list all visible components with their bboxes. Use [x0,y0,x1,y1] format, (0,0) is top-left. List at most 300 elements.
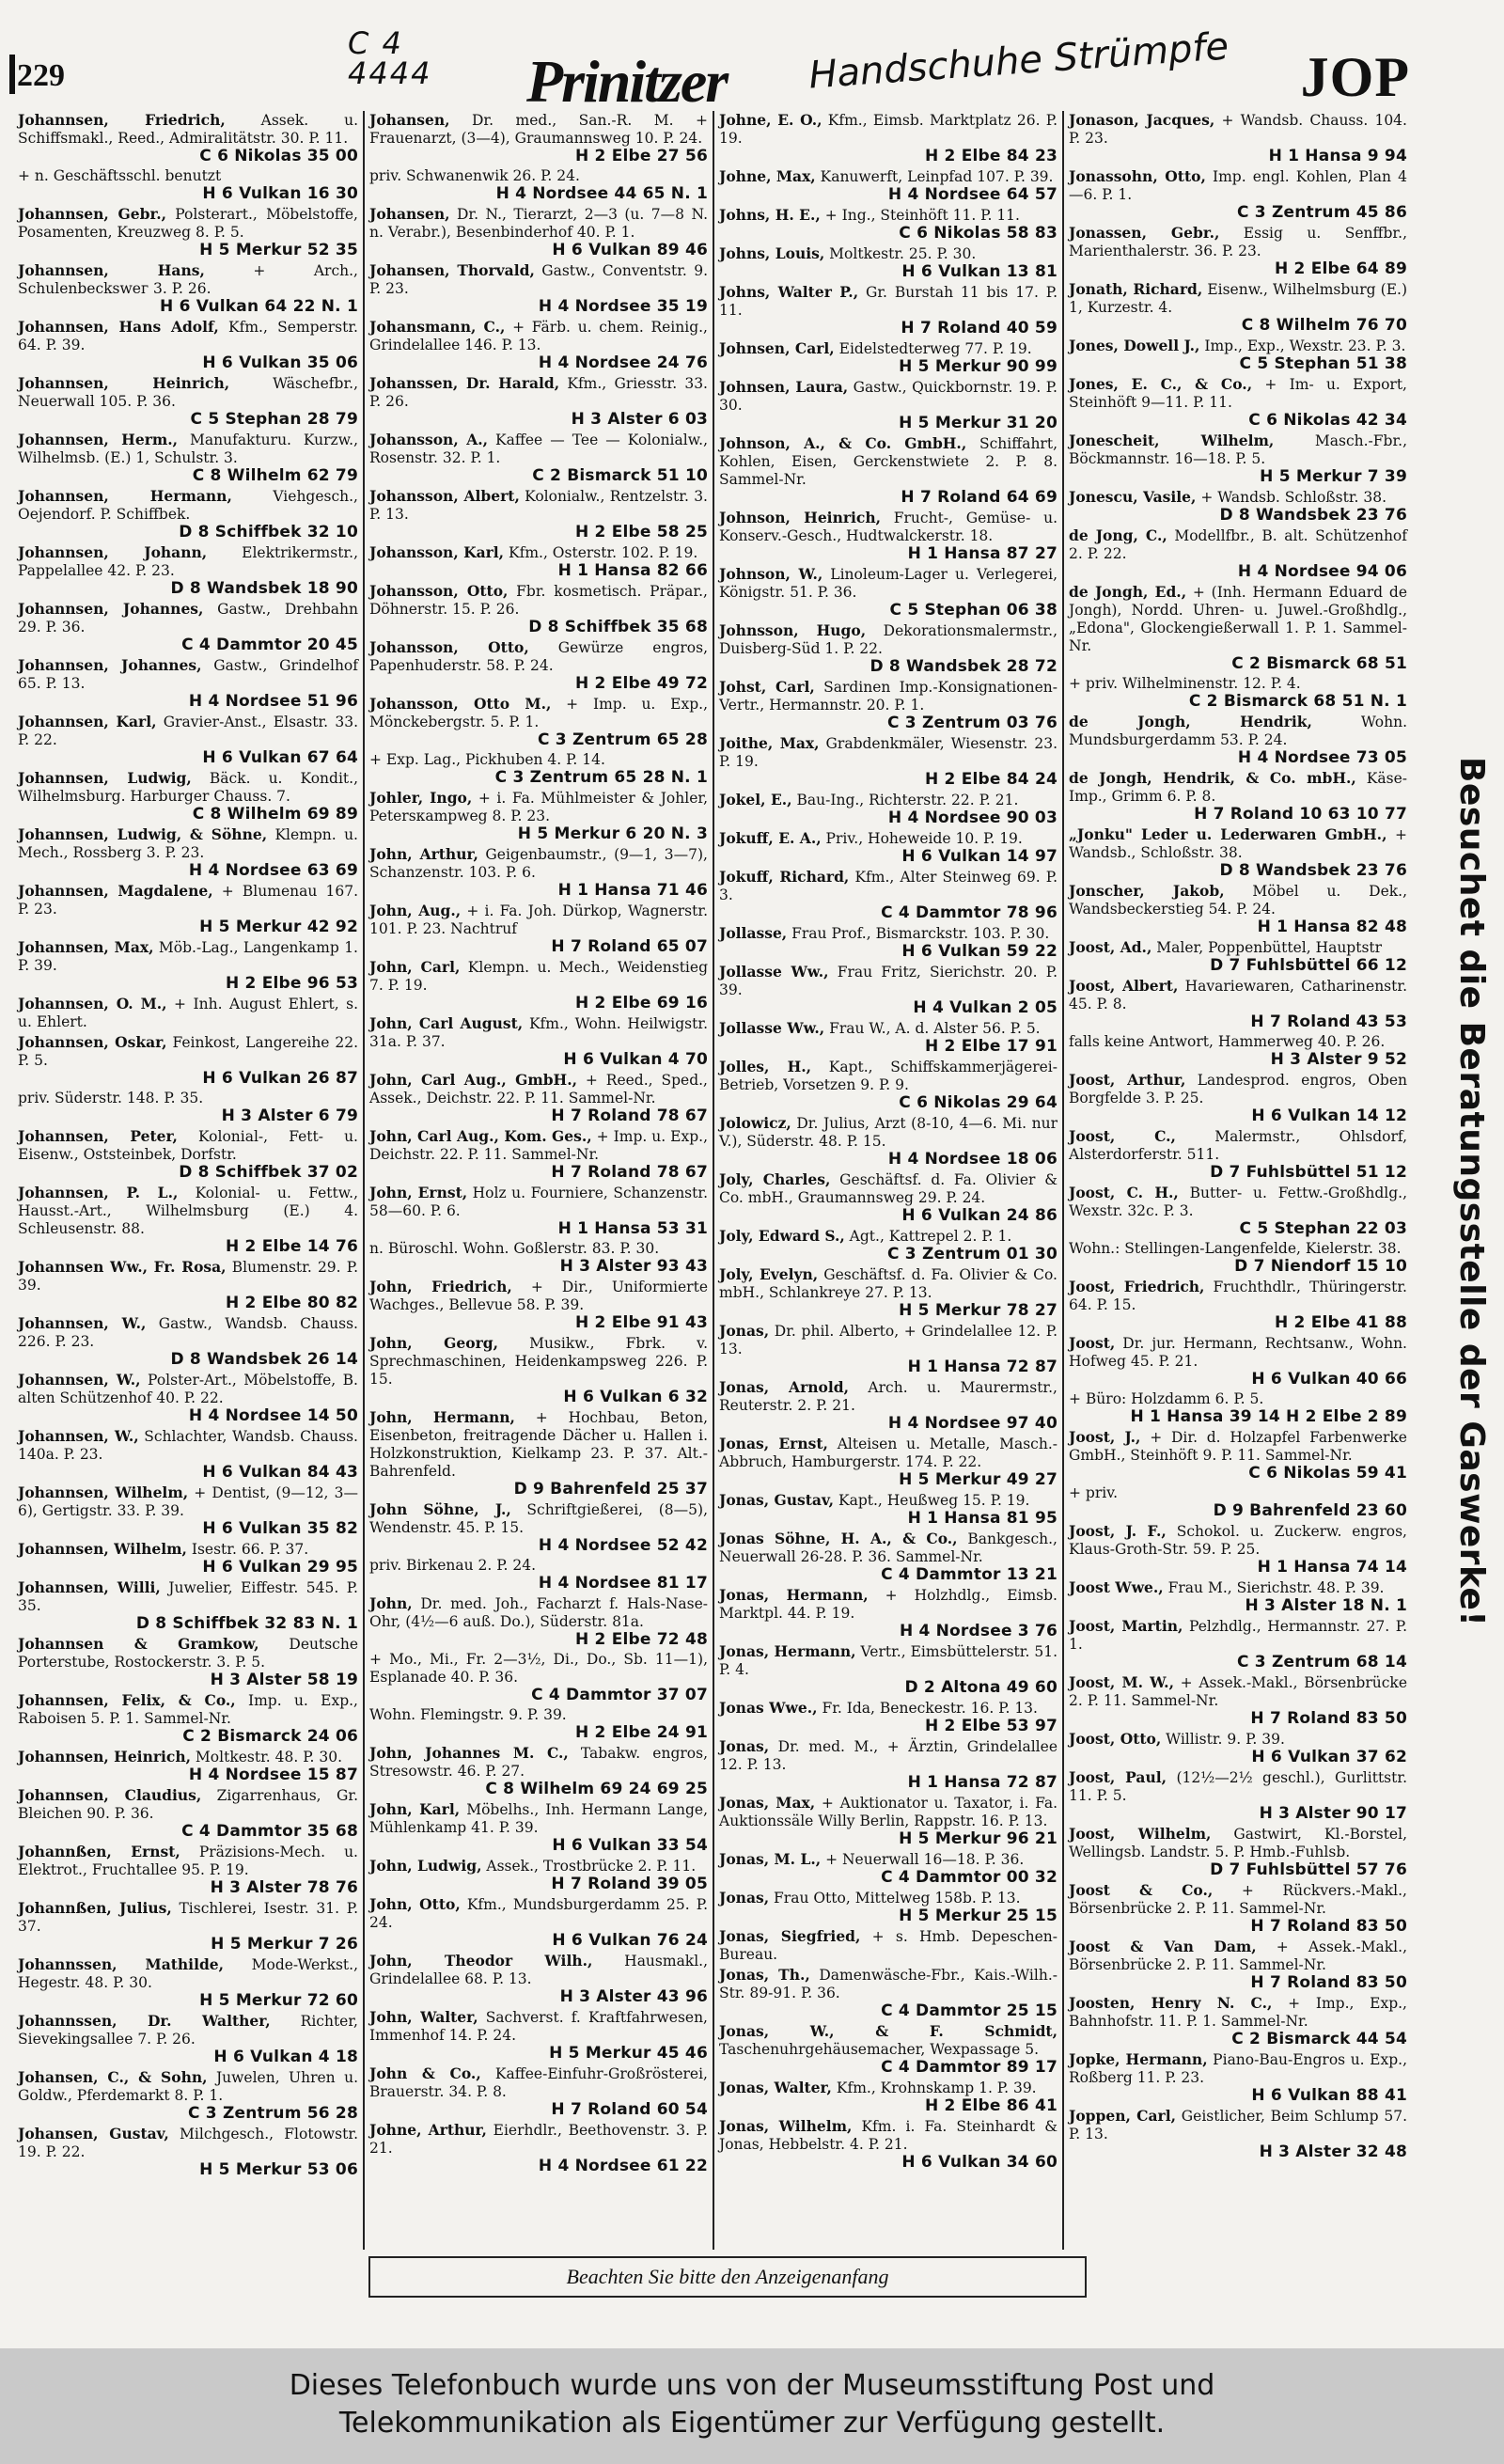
caption-strip [0,2348,1504,2464]
entry-name: Johannsen, Claudius, [18,1786,202,1804]
directory-entry [18,938,358,993]
entry-phone: H 6 Vulkan 89 46 [552,241,708,259]
directory-entry [18,1748,358,1784]
entry-name: Jonas, Ernst, [719,1435,828,1452]
directory-entry [369,751,708,787]
entry-details: Geigenbaumstr., (9—1, 3—7), Schanzenstr. 103. P. 6. [369,846,708,881]
entry-phone: C 8 Wilhelm 76 70 [1241,316,1407,335]
directory-entry [1069,375,1407,430]
entry-details: Priv., Hoheweide 10. P. 19. [821,830,1023,847]
entry-details: Klempn. u. Mech., Weidenstieg 7. P. 19. [369,959,708,994]
entry-phone: C 6 Nikolas 42 34 [1248,411,1407,430]
directory-entry [719,2079,1058,2115]
entry-name: Joost, Paul, [1069,1768,1167,1786]
directory-entry [18,2012,358,2066]
entry-name: Johansen, Thorvald, [369,261,535,279]
entry-phone: H 4 Nordsee 3 76 [899,1622,1058,1640]
entry-phone: C 3 Zentrum 65 28 N. 1 [494,768,708,787]
directory-entry [18,1635,358,1689]
entry-name: Johne, Max, [719,167,816,185]
entry-details: Fbr. kosmetisch. Präpar., Döhnerstr. 15. P. 26. [369,583,708,618]
entry-phone: H 4 Nordsee 90 03 [887,808,1058,827]
directory-entry [1069,1768,1407,1823]
directory-entry [18,1843,358,1897]
margin-mark [9,55,15,94]
entry-phone: C 8 Wilhelm 69 24 69 25 [485,1780,708,1798]
directory-entry [719,167,1058,204]
directory-entry [1069,1617,1407,1671]
entry-name: Jonas, [719,1322,770,1340]
entry-details: Imp., Exp., Wexstr. 23. P. 3. [1199,337,1406,354]
entry-details: + Im- u. Export, Steinhöft 9—11. P. 11. [1069,376,1407,411]
entry-phone: C 5 Stephan 22 03 [1239,1219,1407,1238]
directory-entry [369,1744,708,1798]
entry-phone: H 7 Roland 40 59 [901,319,1058,337]
entry-phone: H 6 Vulkan 34 60 [901,2153,1058,2172]
directory-entry [719,2022,1058,2077]
directory-entry [18,713,358,767]
entry-phone: D 8 Wandsbek 26 14 [170,1350,358,1369]
entry-details: Fr. Ida, Beneckestr. 16. P. 13. [817,1700,1038,1717]
entry-name: Johansson, Otto, [369,582,509,600]
entry-phone: H 2 Elbe 84 24 [925,770,1058,789]
entry-details: Wäschefbr., Neuerwall 105. P. 36. [18,375,359,410]
entry-phone: H 1 Hansa 81 95 [907,1509,1058,1528]
directory-entry [18,1314,358,1369]
entry-name: Joppen, Carl, [1069,2107,1176,2125]
entry-phone: H 6 Vulkan 40 66 [1251,1370,1407,1389]
entry-details: Dr. N., Tierarzt, 2—3 (u. 7—8 N. n. Verabr.), Besenbinderhof 40. P. 1. [369,206,708,241]
entry-name: Jonas, Hermann, [719,1642,856,1660]
entry-details: Präzisions-Mech. u. Elektrot., Fruchtallee 95. P. 19. [18,1844,358,1878]
entry-details: Milchgesch., Flotowstr. 19. P. 22. [18,2126,358,2160]
entry-details: Kfm., Semperstr. 64. P. 39. [18,319,358,353]
entry-name: Jonas, Wilhelm, [719,2117,853,2135]
entry-phone: C 2 Bismarck 51 10 [532,466,708,485]
directory-entry [369,1240,708,1276]
entry-name: Johannsen & Gramkow, [18,1635,259,1653]
entry-name: Joost, J. F., [1069,1522,1167,1540]
directory-entry [369,543,708,580]
entry-details: Fruchthdlr., Thüringerstr. 64. P. 15. [1069,1279,1407,1313]
entry-phone: H 6 Vulkan 16 30 [202,184,358,203]
entry-details: Kfm., Osterstr. 102. P. 19. [504,544,698,561]
entry-details: Musikw., Fbrk. v. Sprechmaschinen, Heidenkampsweg 226. P. 15. [369,1335,708,1388]
directory-entry [369,374,708,429]
directory-entry [719,1378,1058,1433]
entry-name: John, Johannes M. C., [369,1744,569,1762]
entry-details: + Neuerwall 16—18. P. 36. [821,1851,1025,1868]
entry-details: Dr. med., San.-R. M. + Frauenarzt, (3—4), Graumannsweg 10. P. 24. [369,112,708,147]
entry-name: Johannsen, Heinrich, [18,374,230,392]
directory-entry [18,374,358,429]
entry-phone: H 5 Merkur 72 60 [199,1991,358,2010]
entry-details: Assek. u. Schiffsmakl., Reed., Admiralitätstr. 30. P. 11. [18,112,358,147]
entry-phone: C 6 Nikolas 35 00 [199,147,358,165]
entry-name: Jollasse Ww., [719,1019,825,1037]
directory-entry [1069,1390,1407,1426]
entry-details: + n. Geschäftsschl. benutzt [18,167,222,184]
directory-entry [369,1651,708,1704]
entry-details: Geschäftsf. d. Fa. Olivier & Co. mbH., Schlankreye 27. P. 13. [719,1266,1058,1301]
entry-name: Jollasse, [719,924,788,942]
directory-entry [1069,1184,1407,1238]
entry-details: Maler, Poppenbüttel, Hauptstr [1152,939,1383,956]
entry-phone: H 1 Hansa 53 31 [557,1219,708,1238]
directory-entry [719,244,1058,281]
entry-phone: H 2 Elbe 49 72 [575,674,708,693]
directory-entry [369,1952,708,2006]
entry-phone: C 4 Dammtor 20 45 [181,636,358,654]
entry-details: Kanuwerft, Leinpfad 107. P. 39. [815,168,1054,185]
entry-details: Hausmakl., Grindelallee 68. P. 13. [369,1953,709,1987]
entry-details: Schriftgießerei, (8—5), Wendenstr. 45. P. 15. [369,1501,708,1536]
entry-name: Joly, Evelyn, [719,1265,819,1283]
entry-phone: H 4 Nordsee 81 17 [538,1574,708,1593]
entry-name: Johannssen, Mathilde, [18,1955,225,1973]
entry-name: Johansmann, C., [369,318,506,336]
directory-entry [18,2125,358,2179]
entry-phone: C 3 Zentrum 03 76 [887,714,1058,732]
entry-name: Johannsen, Peter, [18,1127,178,1145]
entry-phone: H 2 Elbe 91 43 [575,1313,708,1332]
directory-entry [719,2117,1058,2172]
directory-entry [369,1800,708,1855]
page-keyword: JOP [1300,46,1410,108]
entry-phone: H 4 Nordsee 64 57 [887,185,1058,204]
entry-details: + (Inh. Hermann Eduard de Jongh), Nordd. Uhren- u. Juwel.-Großhdlg., „Edona", Glockengießerwall 1. P. 1. Sammel-Nr. [1069,584,1407,654]
entry-phone: H 4 Nordsee 15 87 [188,1766,358,1784]
directory-entry [369,2121,708,2175]
entry-details: Tischlerei, Isestr. 31. P. 37. [18,1900,358,1935]
entry-name: Johannsen, Herm., [18,431,179,448]
entry-name: John, Aug., [369,902,462,919]
entry-phone: C 2 Bismarck 68 51 N. 1 [1188,692,1407,711]
entry-name: John, Karl, [369,1800,461,1818]
entry-phone: H 7 Roland 83 50 [1250,1709,1407,1728]
directory-entry [369,1895,708,1950]
entry-phone: H 7 Roland 83 50 [1250,1973,1407,1992]
entry-name: Joost, [1069,1334,1116,1352]
entry-details: Kaffee-Einfuhr-Großrösterei, Brauerstr. 34. P. 8. [369,2065,708,2100]
entry-phone: H 5 Merkur 42 92 [199,918,358,936]
entry-details: Gastw., Quickbornstr. 19. P. 30. [719,379,1058,414]
entry-phone: H 2 Elbe 14 76 [226,1237,358,1256]
entry-phone: H 3 Alster 43 96 [559,1987,708,2006]
entry-details: Agt., Kattrepel 2. P. 1. [844,1228,1012,1245]
directory-entry [719,378,1058,432]
page-header [0,0,1504,115]
entry-phone: D 8 Wandsbek 28 72 [870,657,1058,676]
entry-phone: H 3 Alster 6 03 [571,410,708,429]
entry-details: Butter- u. Fettw.-Großhdlg., Wexstr. 32c. P. 3. [1069,1185,1408,1219]
entry-details: Geistlicher, Beim Schlump 57. P. 13. [1069,2108,1407,2142]
entry-phone: H 1 Hansa 39 14 H 2 Elbe 2 89 [1130,1407,1407,1426]
directory-entry [1069,977,1407,1031]
entry-details: Deutsche Porterstube, Rostockerstr. 3. P. 5. [18,1636,358,1671]
entry-name: John, Ernst, [369,1184,468,1201]
entry-name: de Jongh, Hendrik, [1069,713,1312,730]
directory-entry [1069,432,1407,486]
entry-name: Jopke, Hermann, [1069,2050,1208,2068]
entry-details: Arch. u. Maurermstr., Reuterstr. 2. P. 21. [719,1379,1058,1414]
entry-details: + Imp. u. Exp., Mönckebergstr. 5. P. 1. [369,696,708,730]
directory-entry [369,1071,708,1125]
entry-name: John, [369,1594,413,1612]
entry-details: Polster-Art., Möbelstoffe, B. alten Schützenhof 40. P. 22. [18,1372,358,1406]
directory-entry [18,1184,358,1256]
entry-phone: D 7 Fuhlsbüttel 66 12 [1210,956,1407,975]
entry-details: Dr. med. M., + Ärztin, Grindelallee 12. P. 13. [719,1738,1058,1773]
directory-entry [18,995,358,1031]
directory-entry [18,1258,358,1312]
entry-name: Johannsen, Ludwig, [18,769,192,787]
entry-details: Willistr. 9. P. 39. [1161,1731,1285,1748]
entry-phone: H 6 Vulkan 35 06 [202,353,358,372]
directory-entry [369,205,708,259]
directory-entry [1069,825,1407,880]
entry-phone: C 4 Dammtor 00 32 [881,1868,1058,1887]
entry-details: n. Büroschl. Wohn. Goßlerstr. 83. P. 30. [369,1240,660,1257]
directory-entry [719,1265,1058,1320]
entry-phone: C 6 Nikolas 59 41 [1248,1464,1407,1483]
entry-details: Moltkestr. 25. P. 30. [824,245,977,262]
entry-details: Vertr., Eimsbüttelerstr. 51. P. 4. [719,1643,1058,1678]
directory-entry [369,261,708,316]
entry-details: Frucht-, Gemüse- u. Konserv.-Gesch., Hudtwalckerstr. 18. [719,510,1058,544]
entry-details: + Blumenau 167. P. 23. [18,883,358,918]
directory-entry [18,1899,358,1954]
directory-entry [719,1737,1058,1792]
entry-details: Juwelier, Eiffestr. 545. P. 35. [18,1579,358,1614]
entry-details: Damenwäsche-Fbr., Kais.-Wilh.-Str. 89-91. P. 36. [719,1967,1058,2001]
entry-name: Joost, J., [1069,1428,1141,1446]
entry-details: Wohn. Flemingstr. 9. P. 39. [369,1706,567,1723]
entry-details: Kaffee — Tee — Kolonialw., Rosenstr. 32. P. 1. [369,432,708,466]
entry-details: + Imp. u. Exp., Deichstr. 22. P. 11. Sammel-Nr. [369,1128,709,1163]
entry-details: Kfm., Griesstr. 33. P. 26. [369,375,708,410]
entry-details: Schlachter, Wandsb. Chauss. 140a. P. 23. [18,1428,358,1463]
entry-details: Wohn. Mundsburgerdamm 53. P. 24. [1069,714,1407,748]
entry-phone: H 5 Merkur 45 46 [549,2044,708,2063]
entry-phone: D 8 Wandsbek 23 76 [1219,861,1407,880]
directory-entry [1069,1522,1407,1577]
entry-name: Johannsen, Gebr., [18,205,166,223]
directory-entry [369,958,708,1012]
directory-entry [18,167,358,203]
entry-details: + Assek.-Makl., Börsenbrücke 2. P. 11. Sammel-Nr. [1069,1674,1407,1709]
entry-details: + Exp. Lag., Pickhuben 4. P. 14. [369,751,605,768]
entry-phone: H 6 Vulkan 35 82 [202,1519,358,1538]
entry-details: Polsterart., Möbelstoffe, Posamenten, Kreuzweg 8. P. 5. [18,206,358,241]
directory-entry [369,1014,708,1069]
directory-entry [369,1334,708,1406]
directory-entry [719,1699,1058,1735]
entry-name: Johannsen, Felix, & Co., [18,1691,236,1709]
entry-name: Jonescheit, Wilhelm, [1069,432,1275,449]
entry-details: Bau-Ing., Richterstr. 22. P. 21. [791,792,1019,808]
directory-entry [18,882,358,936]
entry-name: Jonscher, Jakob, [1069,882,1225,900]
entry-name: Jonas, [719,1737,770,1755]
entry-details: Taschenuhrgehäusemacher, Wexpassage 5. [719,2041,1039,2058]
entry-phone: D 8 Schiffbek 32 10 [179,523,358,541]
entry-details: Havariewaren, Catharinenstr. 45. P. 8. [1069,978,1407,1012]
directory-entry [1069,769,1407,824]
entry-details: Frau Fritz, Sierichstr. 20. P. 39. [719,964,1058,998]
directory-entry [18,431,358,485]
directory-entry [18,600,358,654]
entry-details: Malermstr., Ohlsdorf, Alsterdorferstr. 511. [1069,1128,1407,1163]
entry-phone: H 3 Alster 18 N. 1 [1245,1596,1407,1615]
entry-details: + priv. [1069,1484,1119,1501]
directory-entry [369,845,708,900]
entry-phone: H 3 Alster 78 76 [210,1878,358,1897]
entry-details: + Reed., Sped., Assek., Deichstr. 22. P. 11. Sammel-Nr. [369,1072,708,1106]
entry-phone: H 6 Vulkan 76 24 [552,1931,708,1950]
entry-details: Richter, Sievekingsallee 7. P. 26. [18,2013,358,2048]
entry-name: Jonescu, Vasile, [1069,488,1197,506]
directory-entry [369,167,708,203]
directory-entry [369,1857,708,1893]
entry-phone: H 6 Vulkan 13 81 [901,262,1058,281]
entry-details: Kolonial-, Fett- u. Eisenw., Oststeinbek, Dorfstr. [18,1128,358,1163]
directory-entry [369,487,708,541]
entry-phone: H 4 Nordsee 18 06 [887,1150,1058,1169]
entry-phone: D 9 Bahrenfeld 25 37 [513,1480,708,1499]
entry-details: Essig u. Senffbr., Marienthalerstr. 36. P. 23. [1069,225,1407,259]
entry-details: Imp. engl. Kohlen, Plan 4—6. P. 1. [1069,168,1407,203]
entry-phone: H 5 Merkur 90 99 [899,357,1058,376]
directory-entry [1069,1033,1407,1069]
directory-entry [719,868,1058,922]
entry-phone: H 2 Elbe 53 97 [925,1717,1058,1735]
directory-entry [1069,882,1407,936]
entry-details: Gastw., Wandsb. Chauss. 226. P. 23. [18,1315,358,1350]
entry-name: John, Otto, [369,1895,461,1913]
entry-details: (12½—2½ geschl.), Gurlittstr. 11. P. 5. [1069,1769,1408,1804]
entry-details: + priv. Wilhelminenstr. 12. P. 4. [1069,675,1301,692]
entry-name: John Söhne, J., [369,1500,511,1518]
entry-phone: D 7 Niendorf 15 10 [1234,1257,1407,1276]
entry-name: Joost, M. W., [1069,1673,1174,1691]
entry-name: Johannsen, O. M., [18,995,167,1012]
directory-entry [1069,526,1407,581]
entry-name: de Jong, C., [1069,526,1167,544]
entry-details: Gastw., Grindelhof 65. P. 13. [18,657,358,692]
entry-phone: H 3 Alster 6 79 [221,1106,358,1125]
entry-details: Dekorationsmalermstr., Duisberg-Süd 1. P. 22. [719,622,1058,657]
entry-name: de Jongh, Hendrik, & Co. mbH., [1069,769,1356,787]
directory-entry [18,487,358,541]
entry-details: Isestr. 66. P. 37. [186,1541,309,1558]
directory-entry [719,1966,1058,2020]
entry-details: Kolonialw., Rentzelstr. 3. P. 13. [369,488,708,523]
entry-phone: H 6 Vulkan 37 62 [1251,1748,1407,1766]
entry-details: + Arch., Schulenbeckswег 3. P. 26. [18,262,358,297]
entry-details: Kfm., Mundsburgerdamm 25. P. 24. [369,1896,708,1931]
entry-name: Johannßen, Julius, [18,1899,172,1917]
entry-details: Kapt., Schiffskammerjägerei-Betrieb, Vorsetzen 9. P. 9. [719,1059,1058,1093]
directory-entry [719,829,1058,866]
directory-entry [18,1786,358,1841]
directory-entry [369,695,708,749]
entry-phone: H 6 Vulkan 33 54 [552,1836,708,1855]
entry-phone: H 6 Vulkan 14 12 [1251,1106,1407,1125]
entry-name: Johannsen, Wilhelm, [18,1483,189,1501]
entry-phone: C 5 Stephan 51 38 [1239,354,1407,373]
entry-name: Joithe, Max, [719,734,820,752]
entry-name: Johannsen, Hermann, [18,487,232,505]
directory-entry [18,1127,358,1182]
entry-name: „Jonku" Leder u. Lederwaren GmbH., [1069,825,1387,843]
entry-name: Jonas, Arnold, [719,1378,849,1396]
directory-entry [719,924,1058,961]
entry-details: Kfm. i. Fa. Steinhardt & Jonas, Hebbelstr. 4. P. 21. [719,2118,1058,2153]
directory-entry [719,1114,1058,1169]
entry-name: Johansen, C., & Sohn, [18,2068,208,2086]
entry-name: Johannsen, Max, [18,938,154,956]
directory-entry [18,1090,358,1125]
entry-phone: D 8 Schiffbek 37 02 [179,1163,358,1182]
entry-details: Landesprod. engros, Oben Borgfelde 3. P. 25. [1069,1072,1407,1106]
entry-name: Joosten, Henry N. C., [1069,1994,1273,2012]
directory-entry [719,791,1058,827]
entry-details: + Dentist, (9—12, 3—6), Gertigstr. 33. P. 39. [18,1484,358,1519]
directory-entry [369,2008,708,2063]
directory-entry [369,638,708,693]
entry-phone: H 3 Alster 32 48 [1259,2142,1407,2161]
entry-details: Möb.-Lag., Langenkamp 1. P. 39. [18,939,358,974]
entry-phone: H 4 Nordsee 14 50 [188,1406,358,1425]
entry-details: Möbel u. Dek., Wandsbeckerstieg 54. P. 24. [1069,883,1407,918]
entry-name: Johannsen, Magdalene, [18,882,213,900]
entry-details: Schiffahrt, Kohlen, Eisen, Gerckenstwiete 2. P. 8. Sammel-Nr. [719,435,1058,488]
directory-entry [719,1491,1058,1528]
directory-entry [1069,1673,1407,1728]
entry-details: Modellfbr., B. alt. Schützenhof 2. P. 22. [1069,527,1407,562]
entry-details: + Ing., Steinhöft 11. P. 11. [820,207,1020,224]
entry-details: Frau Otto, Mittelweg 158b. P. 13. [769,1890,1021,1907]
entry-name: Joost, Friedrich, [1069,1278,1205,1295]
directory-entry [719,206,1058,243]
directory-entry [369,789,708,843]
entry-name: Jonas, [719,1889,770,1907]
entry-name: Jonas, Max, [719,1794,816,1812]
directory-entry [369,582,708,636]
entry-name: Johne, E. O., [719,111,822,129]
entry-name: Jonas, M. L., [719,1850,822,1868]
directory-entry [18,1483,358,1538]
entry-details: + Auktionator u. Taxator, i. Fa. Auktionssäle Willy Berlin, Rappstr. 16. P. 13. [719,1795,1058,1829]
directory-entry [719,434,1058,507]
entry-details: Frau Prof., Bismarckstr. 103. P. 30. [787,925,1050,942]
entry-details: + s. Hmb. Depeschen-Bureau. [719,1928,1058,1963]
entry-name: Joost, C. H., [1069,1184,1179,1201]
entry-name: Johannsen, P. L., [18,1184,179,1201]
directory-entry [369,318,708,372]
directory-entry [1069,2107,1407,2161]
directory-entry [1069,111,1407,165]
entry-details: Bankgesch., Neuerwall 26-28. P. 36. Sammel-Nr. [719,1530,1058,1565]
entry-name: Johansson, Albert, [369,487,520,505]
entry-name: John, Friedrich, [369,1278,512,1295]
directory-entry [18,769,358,824]
entry-name: Johansson, Otto, [369,638,529,656]
entry-name: Jonas, Th., [719,1966,810,1984]
handwritten-note: C 4 4444 [348,25,432,91]
directory-entry [369,902,708,956]
